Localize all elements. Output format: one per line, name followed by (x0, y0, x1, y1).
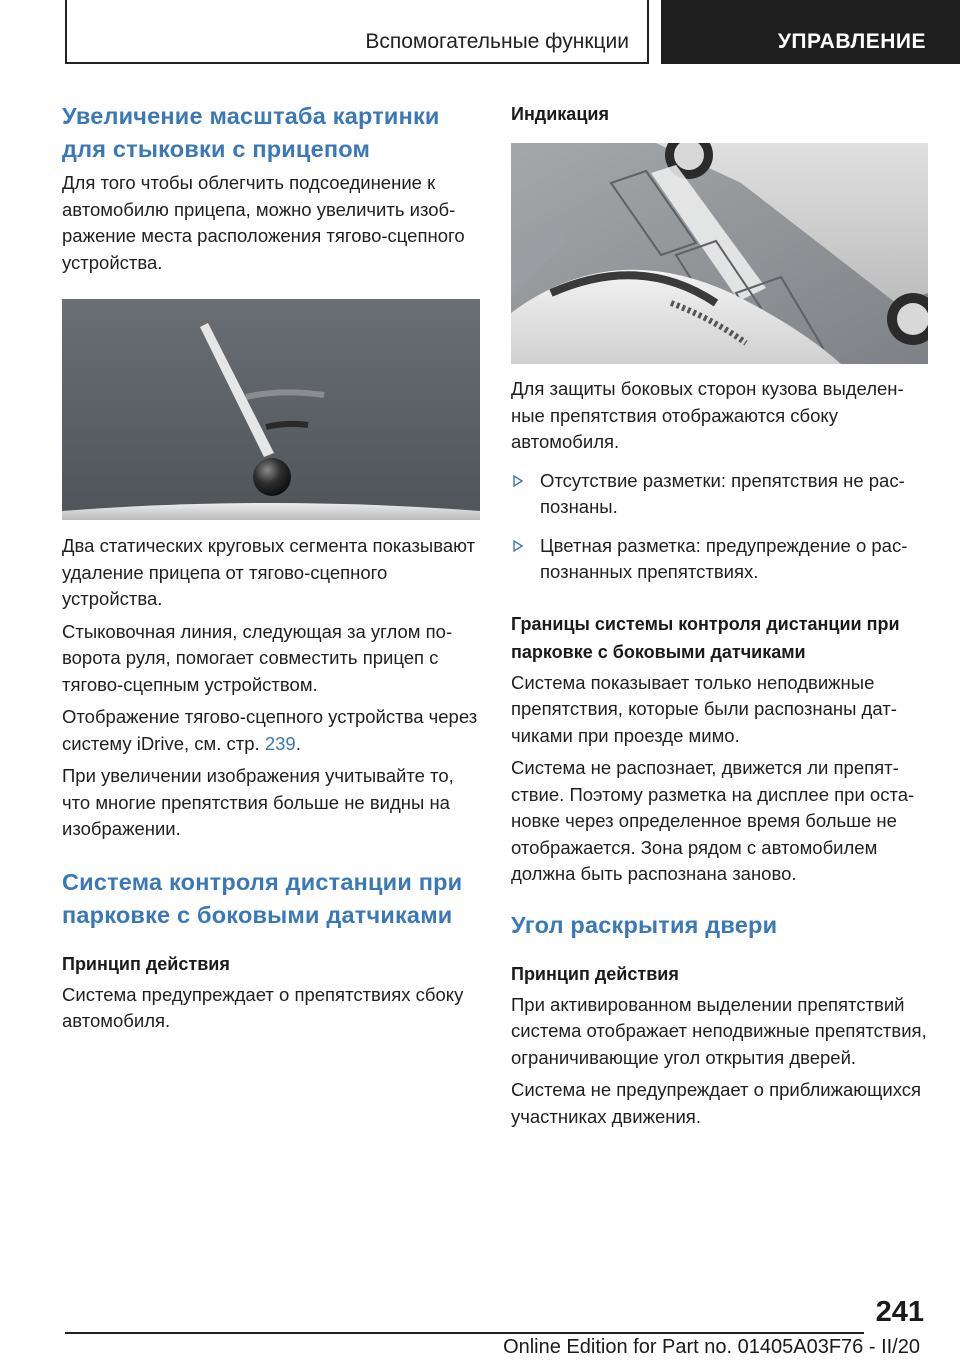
right-column (511, 100, 929, 1130)
paragraph-moving-obstacles: Система не распознает, движется ли препятствие. Поэтому разметка на дисплее при остановке через определенное время больше не отображается. Зона рядом с автомобилем должна быть распознана заново. (511, 757, 915, 884)
footer-edition: Online Edition for Part no. 01405A03F76 - II/20 (503, 1336, 920, 1358)
left-column (62, 100, 480, 1035)
paragraph-side-warning: Система предупреждает о препятствиях сбоку автомобиля. (62, 983, 464, 1031)
header-section-title: Вспомогательные функции (365, 30, 629, 53)
footer-divider (65, 1332, 864, 1334)
heading-trailer-zoom: Увеличение масштаба картинки для стыковки с прицепом (62, 103, 440, 162)
side-view-image (511, 143, 928, 364)
paragraph-segments: Два статических круговых сегмента показывают удаление прицепа от тягово-сцепного устройства. (62, 535, 476, 609)
subheading-indication: Индикация (511, 104, 609, 124)
paragraph-idrive (62, 704, 480, 757)
triangle-bullet-icon (513, 540, 523, 552)
subheading-principle-door: Принцип действия (511, 963, 679, 984)
hitch-camera-image (62, 299, 480, 520)
heading-door-angle: Угол раскрытия двери (511, 911, 778, 938)
paragraph-static-obstacles: Система показывает только неподвижные препятствия, которые были распознаны датчиками при проезде мимо. (511, 671, 897, 746)
header-chapter-tab (661, 0, 960, 64)
heading-side-pdc: Система контроля дистанции при парковке с боковыми датчиками (62, 868, 463, 928)
bullet-text: Цветная разметка: предупреждение о распознанных препятствиях. (540, 534, 908, 582)
paragraph-idrive-text: Отображение тягово-сцепного устройства через систему iDrive, см. стр. (62, 706, 478, 754)
paragraph-docking-line: Стыковочная линия, следующая за углом поворота руля, помогает совместить прицеп с тягово-сцепным устройством. (62, 620, 453, 695)
list-item (511, 468, 929, 521)
paragraph-intro: Для того чтобы облегчить подсоединение к автомобилю прицепа, можно увеличить изображение места расположения тягово-сцепного устройства. (62, 172, 465, 273)
paragraph-idrive-end: . (295, 732, 301, 754)
paragraph-side-marking: Для защиты боковых сторон кузова выделенные препятствия отображаются сбоку автомобиля. (511, 378, 904, 452)
paragraph-no-warning: Система не предупреждает о приближающихся участниках движения. (511, 1079, 922, 1127)
header-section-box (65, 0, 649, 64)
header-chapter-title: УПРАВЛЕНИЕ (777, 30, 926, 53)
paragraph-door-obstacles: При активированном выделении препятствий система отображает неподвижные препятствия, ограничивающие угол открытия дверей. (511, 993, 927, 1068)
triangle-bullet-icon (513, 475, 523, 487)
subheading-principle: Принцип действия (62, 953, 230, 974)
side-parking-illustration (511, 143, 928, 364)
hitch-illustration (62, 299, 480, 520)
page-link-239[interactable]: 239 (264, 732, 296, 754)
subheading-limits: Границы системы контроля дистанции при парковке с боковыми датчиками (511, 613, 900, 662)
page-number: 241 (875, 1296, 924, 1328)
paragraph-zoom-warning: При увеличении изображения учитывайте то, что многие препятствия больше не видны на изображении. (62, 765, 454, 839)
list-item (511, 533, 929, 586)
bullet-text: Отсутствие разметки: препятствия не распознаны. (540, 469, 905, 517)
